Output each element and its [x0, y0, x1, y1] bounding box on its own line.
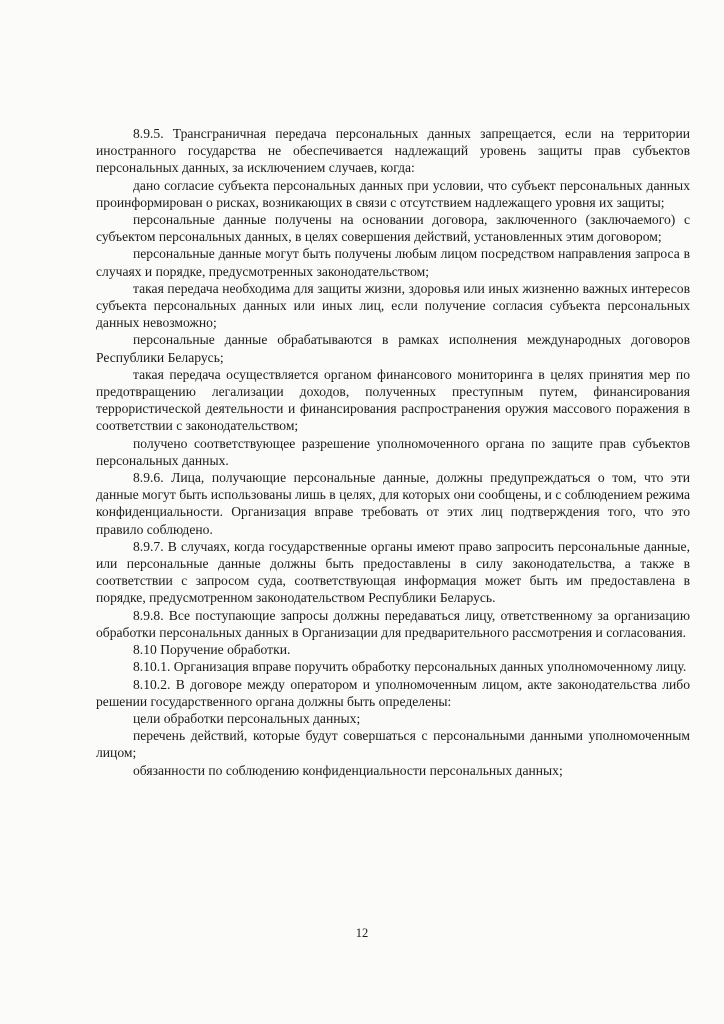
list-item-actions: перечень действий, которые будут совершаться с персональными данными уполномоченным лицом;	[96, 728, 690, 761]
section-heading-8-10: 8.10 Поручение обработки.	[133, 642, 291, 658]
page-number: 12	[355, 926, 369, 940]
list-item-protection-of-life: такая передача необходима для защиты жизни, здоровья или иных жизненно важных интересов субъекта персональных данных или иных лиц, если получение согласия субъекта персональных данных невозможно;	[96, 280, 690, 331]
paragraph-8-9-7: 8.9.7. В случаях, когда государственные органы имеют право запросить персональные данные, или персональные данные должны быть предоставлены в силу законодательства, а также в соответствии с запросом суда, соответствующая информация может быть им предоставлена в порядке, предусмотренном законодательством Республики Беларусь.	[96, 538, 690, 606]
document-body	[96, 125, 690, 779]
paragraph-8-9-6: 8.9.6. Лица, получающие персональные данные, должны предупреждаться о том, что эти данные могут быть использованы лишь в целях, для которых они сообщены, и с соблюдением режима конфиденциальности. Организация вправе требовать от этих лиц подтверждения того, что это правило соблюдено.	[96, 470, 690, 537]
list-item-contract: персональные данные получены на основании договора, заключенного (заключаемого) с субъектом персональных данных, в целях совершения действий, установленных этим договором;	[96, 212, 690, 245]
list-item-authorization: получено соответствующее разрешение уполномоченного органа по защите прав субъектов персональных данных.	[96, 435, 690, 468]
list-item-request: персональные данные могут быть получены любым лицом посредством направления запроса в случаях и порядке, предусмотренных законодательством;	[96, 246, 690, 279]
paragraph-8-9-8: 8.9.8. Все поступающие запросы должны передаваться лицу, ответственному за организацию обработки персональных данных в Организации для предварительного рассмотрения и согласования.	[96, 607, 690, 640]
paragraph-8-9-5: 8.9.5. Трансграничная передача персональных данных запрещается, если на территории иностранного государства не обеспечивается надлежащий уровень защиты прав субъектов персональных данных, за исключением случаев, когда:	[96, 126, 690, 176]
paragraph-8-10-2: 8.10.2. В договоре между оператором и уполномоченным лицом, акте законодательства либо решении государственного органа должны быть определены:	[96, 676, 690, 709]
list-item-international-treaties: персональные данные обрабатываются в рамках исполнения международных договоров Республики Беларусь;	[96, 332, 690, 365]
list-item-purposes: цели обработки персональных данных;	[133, 710, 361, 726]
paragraph-8-10-1: 8.10.1. Организация вправе поручить обработку персональных данных уполномоченному лицу.	[133, 659, 687, 675]
list-item-consent: дано согласие субъекта персональных данных при условии, что субъект персональных данных проинформирован о рисках, возникающих в связи с отсутствием надлежащего уровня их защиты;	[96, 177, 690, 210]
list-item-confidentiality: обязанности по соблюдению конфиденциальности персональных данных;	[133, 762, 563, 778]
list-item-financial-monitoring: такая передача осуществляется органом финансового мониторинга в целях принятия мер по предотвращению легализации доходов, полученных преступным путем, финансирования террористической деятельности и финансирования распространения оружия массового поражения в соответствии с законодательством;	[96, 366, 690, 434]
